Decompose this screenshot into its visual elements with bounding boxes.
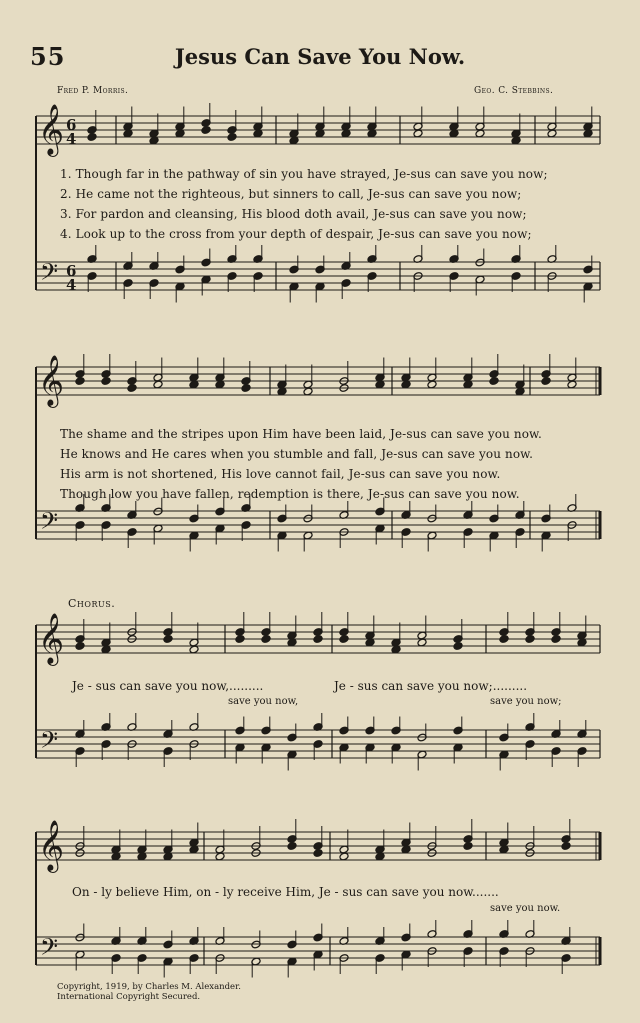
note-head-icon [499, 635, 509, 644]
time-signature-icon: 6 [66, 262, 77, 280]
chorus-echo: save you now; [490, 696, 562, 707]
note-head-icon [313, 635, 323, 644]
copyright-notice [57, 982, 241, 1002]
chorus-lyric: On - ly believe Him, on - ly receive Him, Je - sus can save you now....... [72, 885, 499, 899]
note-head-icon [561, 842, 571, 851]
note-head-icon [127, 384, 137, 393]
note-head-icon [463, 842, 473, 851]
chorus-lyric: Je - sus can save you now;......... [334, 679, 528, 693]
bass-clef-icon: 𝄢 [40, 258, 59, 291]
time-signature-icon: 6 [66, 116, 77, 134]
bass-clef-icon: 𝄢 [40, 507, 59, 540]
composer-credit: Geo. C. Stebbins. [474, 86, 554, 96]
treble-clef-icon: 𝄞 [38, 613, 65, 664]
verse-line: 3. For pardon and cleansing, His blood doth avail, Je-sus can save you now; [60, 207, 527, 221]
chorus-echo: save you now, [228, 696, 299, 707]
hymn-number: 55 [30, 42, 66, 71]
time-signature-icon: 4 [66, 276, 77, 294]
note-head-icon [241, 384, 251, 393]
note-head-icon [261, 635, 271, 644]
verse-line: 4. Look up to the cross from your depth of despair, Je-sus can save you now; [60, 227, 532, 241]
treble-clef-icon: 𝄞 [38, 104, 65, 155]
verse-line: His arm is not shortened, His love cannot fail, Je-sus can save you now. [60, 467, 501, 481]
note-head-icon [163, 635, 173, 644]
verse-line: 2. He came not the righteous, but sinners to call, Je-sus can save you now; [60, 187, 522, 201]
treble-clef-icon: 𝄞 [38, 355, 65, 406]
treble-clef-icon: 𝄞 [38, 820, 65, 871]
verse-line: Though low you have fallen, redemption is there, Je-sus can save you now. [60, 487, 520, 501]
verse-lines-part2 [60, 424, 542, 504]
note-head-icon [489, 377, 499, 386]
note-head-icon [87, 133, 97, 142]
note-head-icon [75, 642, 85, 651]
time-signature-icon: 4 [66, 130, 77, 148]
chorus-echo: save you now. [490, 903, 561, 914]
note-head-icon [551, 635, 561, 644]
verse-line: He knows and He cares when you stumble and fall, Je-sus can save you now. [60, 447, 534, 461]
note-head-icon [541, 377, 551, 386]
hymn-title: Jesus Can Save You Now. [174, 44, 466, 69]
copyright-line: Copyright, 1919, by Charles M. Alexander. [57, 982, 241, 992]
note-head-icon [339, 635, 349, 644]
note-head-icon [525, 635, 535, 644]
bass-clef-icon: 𝄢 [40, 933, 59, 966]
note-head-icon [453, 642, 463, 651]
note-head-icon [287, 842, 297, 851]
note-head-icon [201, 126, 211, 135]
bass-clef-icon: 𝄢 [40, 726, 59, 759]
note-head-icon [101, 377, 111, 386]
note-head-icon [313, 849, 323, 858]
copyright-line: International Copyright Secured. [57, 992, 201, 1002]
verse-line: 1. Though far in the pathway of sin you have strayed, Je-sus can save you now; [60, 167, 548, 181]
note-head-icon [227, 133, 237, 142]
lyricist-credit: Fred P. Morris. [57, 86, 129, 96]
chorus-lyric: Je - sus can save you now,......... [72, 679, 264, 693]
note-head-icon [235, 635, 245, 644]
chorus-label: Chorus. [68, 597, 116, 610]
verse-line: The shame and the stripes upon Him have been laid, Je-sus can save you now. [60, 427, 542, 441]
note-head-icon [75, 377, 85, 386]
verse-lines-part1 [60, 164, 548, 244]
